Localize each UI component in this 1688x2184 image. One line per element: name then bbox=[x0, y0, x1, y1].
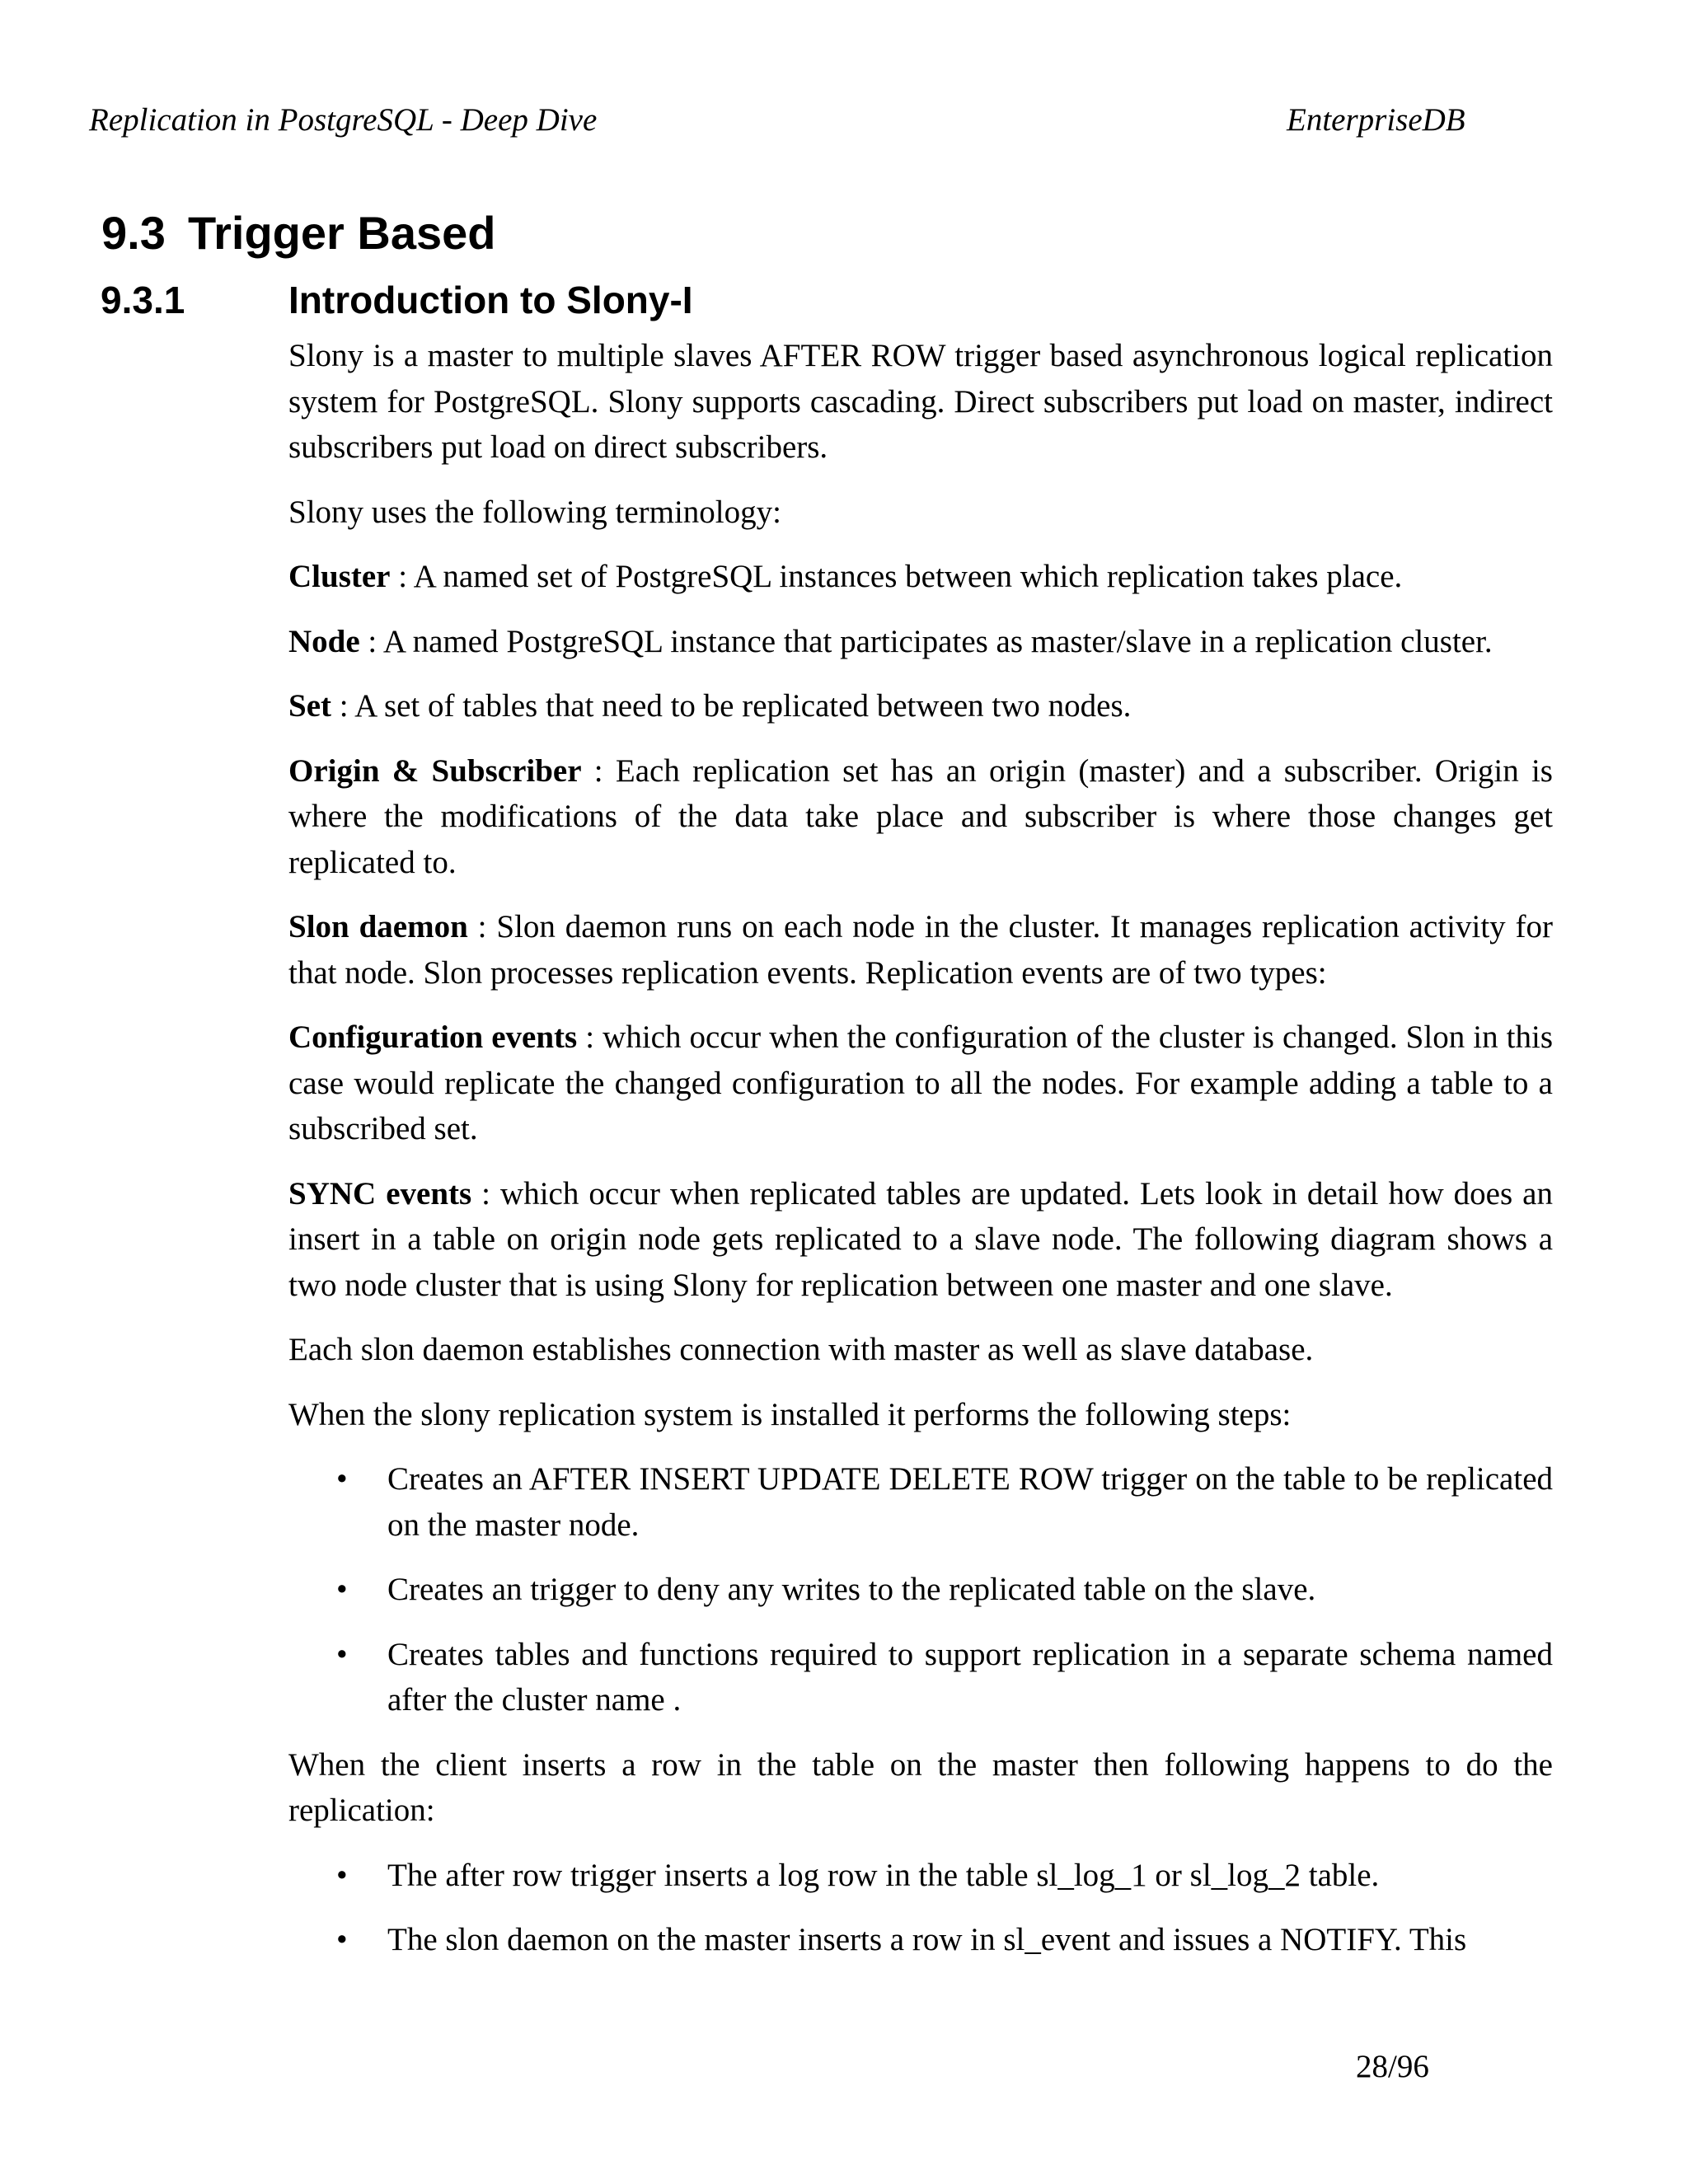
subsection-heading bbox=[101, 275, 693, 325]
term-definition: : which occur when replicated tables are updated. Lets look in detail how does an insert in a table on origin node gets replicated to a slave node. The following diagram shows a two node cluster that is using Slony for replication between one master and one slave. bbox=[288, 1175, 1553, 1303]
bullet-icon: • bbox=[336, 1636, 348, 1672]
term-label: Configuration events bbox=[288, 1019, 578, 1055]
term-definition: : A named PostgreSQL instance that participates as master/slave in a replication cluster. bbox=[359, 623, 1493, 659]
term-cluster bbox=[288, 554, 1553, 600]
slon-connection-paragraph: Each slon daemon establishes connection with master as well as slave database. bbox=[288, 1332, 1314, 1367]
term-definition: : A set of tables that need to be replicated between two nodes. bbox=[331, 688, 1132, 724]
body-content bbox=[288, 333, 1553, 1982]
term-definition: : which occur when the configuration of the cluster is changed. Slon in this case would replicate the changed configuration to all the nodes. For example adding a table to a subscribed set. bbox=[288, 1019, 1554, 1146]
list-item-text: Creates tables and functions required to support replication in a separate schema named after the cluster name . bbox=[387, 1636, 1553, 1718]
term-definition: : Each replication set has an origin (master) and a subscriber. Origin is where the modifications of the data take place and subscriber is where those changes get replicated to. bbox=[288, 752, 1553, 880]
bullet-icon: • bbox=[336, 1461, 348, 1497]
list-item-text: The slon daemon on the master inserts a row in sl_event and issues a NOTIFY. This bbox=[387, 1922, 1467, 1957]
page-number: 28/96 bbox=[1356, 2049, 1429, 2084]
bullet-icon: • bbox=[336, 1922, 348, 1957]
term-definition: : Slon daemon runs on each node in the cluster. It manages replication activity for that node. Slon processes replication events. Replication events are of two types: bbox=[288, 909, 1553, 991]
term-node bbox=[288, 619, 1553, 665]
term-origin-subscriber bbox=[288, 748, 1553, 886]
term-label: Set bbox=[288, 688, 331, 724]
term-label: Cluster bbox=[288, 559, 391, 594]
list-item bbox=[288, 1917, 1553, 1963]
list-item bbox=[288, 1632, 1553, 1723]
install-steps-paragraph: When the slony replication system is installed it performs the following steps: bbox=[288, 1396, 1292, 1432]
page-header bbox=[89, 97, 1471, 143]
intro-paragraph: Slony is a master to multiple slaves AFTER ROW trigger based asynchronous logical replication system for PostgreSQL. Slony supports cascading. Direct subscribers put load on master, indirect subscribers put load on direct subscribers. bbox=[288, 338, 1553, 465]
replication-steps-list bbox=[288, 1853, 1553, 1963]
section-heading bbox=[101, 204, 495, 262]
section-number: 9.3 bbox=[101, 207, 166, 259]
term-label: Origin & Subscriber bbox=[288, 752, 582, 789]
term-label: Slon daemon bbox=[288, 909, 468, 944]
header-company-name: EnterpriseDB bbox=[1287, 102, 1465, 138]
term-label: Node bbox=[288, 623, 360, 659]
list-item bbox=[288, 1853, 1553, 1899]
list-item-text: Creates an AFTER INSERT UPDATE DELETE ROW trigger on the table to be replicated on the master node. bbox=[387, 1461, 1553, 1543]
term-configuration-events bbox=[288, 1015, 1553, 1152]
term-definition: : A named set of PostgreSQL instances between which replication takes place. bbox=[390, 559, 1403, 594]
list-item bbox=[288, 1567, 1553, 1613]
term-label: SYNC events bbox=[288, 1175, 472, 1212]
bullet-icon: • bbox=[336, 1857, 348, 1893]
term-sync-events bbox=[288, 1171, 1553, 1309]
list-item bbox=[288, 1456, 1553, 1548]
section-title: Trigger Based bbox=[188, 207, 496, 259]
install-steps-list bbox=[288, 1456, 1553, 1723]
terminology-paragraph: Slony uses the following terminology: bbox=[288, 494, 781, 530]
list-item-text: Creates an trigger to deny any writes to the replicated table on the slave. bbox=[387, 1572, 1316, 1607]
term-set bbox=[288, 683, 1553, 729]
header-document-title: Replication in PostgreSQL - Deep Dive bbox=[89, 102, 598, 138]
term-slon-daemon bbox=[288, 904, 1553, 996]
bullet-icon: • bbox=[336, 1572, 348, 1607]
subsection-number: 9.3.1 bbox=[101, 279, 185, 321]
subsection-title: Introduction to Slony-I bbox=[288, 279, 693, 321]
client-inserts-paragraph: When the client inserts a row in the table on the master then following happens to do the replication: bbox=[288, 1746, 1553, 1828]
list-item-text: The after row trigger inserts a log row in the table sl_log_1 or sl_log_2 table. bbox=[387, 1857, 1380, 1893]
